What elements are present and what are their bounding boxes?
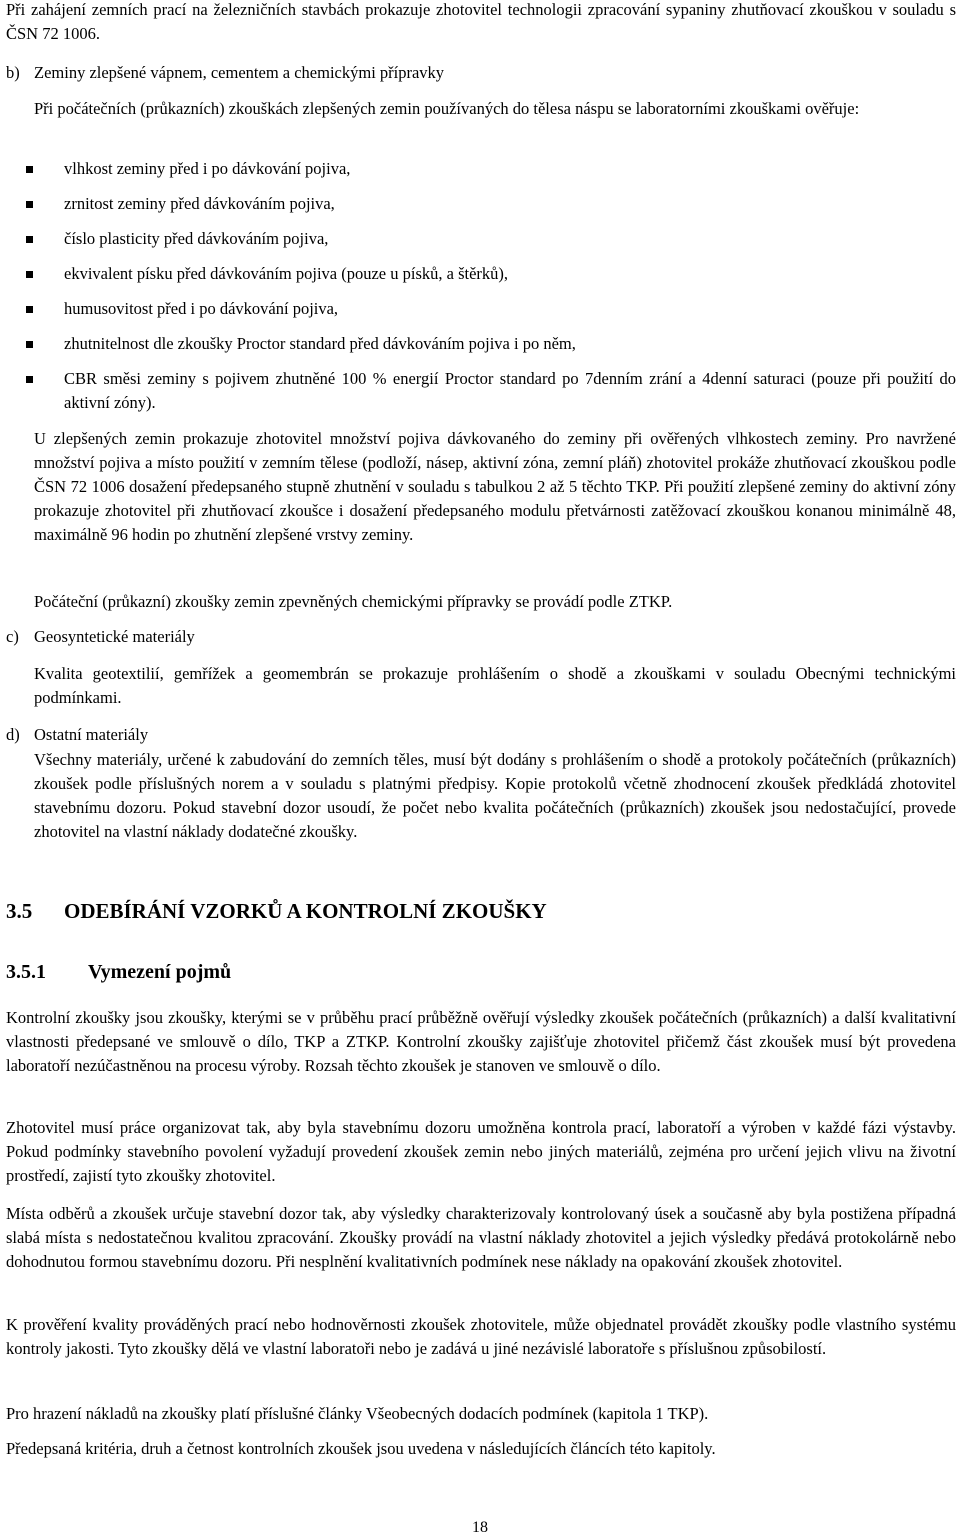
list-item: zhutnitelnost dle zkoušky Proctor standard před dávkováním pojiva i po něm, xyxy=(26,332,576,356)
list-item: číslo plasticity před dávkováním pojiva, xyxy=(26,227,328,251)
section-b-note: Počáteční (průkazní) zkoušky zemin zpevněných chemickými přípravky se provádí podle ZTKP. xyxy=(34,592,673,611)
section-c-paragraph: Kvalita geotextilií, gemřížek a geomembrán se prokazuje prohlášením o shodě a zkouškami v souladu Obecnými technickými podmínkami. xyxy=(34,664,956,707)
paragraph-control-tests: Kontrolní zkoušky jsou zkoušky, kterými se v průběhu prací průběžně ověřují výsledky zkoušek počátečních (průkazních) a další kvalitativní vlastnosti předepsané ve smlouvě o dílo, TKP a ZTKP. Kontrolní zkoušky zajišťuje zhotovitel přičemž část zkoušek musí být provedena laboratoří nezúčastněnou na procesu výroby. Rozsah těchto zkoušek je stanoven ve smlouvě o dílo. xyxy=(6,1008,956,1075)
heading-number: 3.5.1 xyxy=(6,961,46,983)
paragraph-organization: Zhotovitel musí práce organizovat tak, aby byla stavebnímu dozoru umožněna kontrola prací, laboratoří a výroben v každé fázi výstavby. Pokud podmínky stavebního povolení vyžadují provedení zkoušek zemin nebo jiných materiálů, zejména pro určení jejich vlivu na životní prostředí, zajistí tyto zkoušky zhotovitel. xyxy=(6,1118,956,1185)
section-b-paragraph: U zlepšených zemin prokazuje zhotovitel množství pojiva dávkovaného do zeminy při ověřených vlhkostech zeminy. Pro navržené množství pojiva a místo použití v zemním tělese (podloží, násep, aktivní zóna, zemní pláň) zhotovitel prokáže zhutňovací zkouškou podle ČSN 72 1006 dosažení předepsaného stupně zhutnění v souladu s tabulkou 2 až 5 těchto TKP. Při použití zlepšené zeminy do aktivní zóny prokazuje zhotovitel při zhutňovací zkoušce i dosažení předepsaného modulu přetvárnosti zatěžovací zkouškou konanou minimálně 48, maximálně 96 hodin po zhutnění zlepšené vrstvy zeminy. xyxy=(34,429,956,544)
section-d-paragraph: Všechny materiály, určené k zabudování do zemních těles, musí být dodány s prohlášením o shodě a protokoly počátečních (průkazních) zkoušek podle příslušných norem a v souladu s platnými předpisy. Kopie protokolů včetně zhodnocení zkoušek předkládá zhotovitel stavebnímu dozoru. Pokud stavební dozor usoudí, že počet nebo kvalita počátečních (průkazních) zkoušek jsou nedostačující, provede zhotovitel na vlastní náklady dodatečné zkoušky. xyxy=(34,750,956,841)
heading-title: ODEBÍRÁNÍ VZORKŮ A KONTROLNÍ ZKOUŠKY xyxy=(64,899,547,923)
bullet-marker xyxy=(26,201,33,208)
heading-number: 3.5 xyxy=(6,899,33,923)
list-item: vlhkost zeminy před i po dávkování pojiva, xyxy=(26,157,350,181)
paragraph-criteria: Předepsaná kritéria, druh a četnost kontrolních zkoušek jsou uvedena v následujících článcích této kapitoly. xyxy=(6,1439,716,1458)
intro-paragraph: Při zahájení zemních prací na železničních stavbách prokazuje zhotovitel technologii zpracování sypaniny zhutňovací zkouškou v souladu s ČSN 72 1006. xyxy=(6,0,956,43)
list-item: CBR směsi zeminy s pojivem zhutněné 100 % energií Proctor standard po 7denním zrání a 4denní saturaci (pouze při použití do aktivní zóny). xyxy=(26,367,956,415)
bullet-marker xyxy=(26,376,33,383)
list-item: humusovitost před i po dávkování pojiva, xyxy=(26,297,338,321)
paragraph-quality-check: K prověření kvality prováděných prací nebo hodnověrnosti zkoušek zhotovitele, může objednatel provádět zkoušky podle vlastního systému kontroly jakosti. Tyto zkoušky dělá ve vlastní laboratoři nebo je zadává u jiné nezávislé laboratoře s příslušnou způsobilostí. xyxy=(6,1315,956,1358)
list-item: ekvivalent písku před dávkováním pojiva (pouze u písků, a štěrků), xyxy=(26,262,508,286)
heading-3-5 xyxy=(6,897,547,925)
section-b-title: Zeminy zlepšené vápnem, cementem a chemickými přípravky xyxy=(34,63,445,82)
section-b-label: b) xyxy=(6,63,20,82)
heading-title: Vymezení pojmů xyxy=(88,961,232,983)
paragraph-costs: Pro hrazení nákladů na zkoušky platí příslušné články Všeobecných dodacích podmínek (kapitola 1 TKP). xyxy=(6,1404,709,1423)
section-c-title: Geosyntetické materiály xyxy=(34,627,195,646)
bullet-marker xyxy=(26,341,33,348)
list-item: zrnitost zeminy před dávkováním pojiva, xyxy=(26,192,335,216)
heading-3-5-1 xyxy=(6,958,231,986)
section-b-intro: Při počátečních (průkazních) zkouškách zlepšených zemin používaných do tělesa náspu se laboratorními zkouškami ověřuje: xyxy=(34,99,860,118)
section-c-label: c) xyxy=(6,627,19,646)
section-d-title: Ostatní materiály xyxy=(34,725,149,744)
bullet-marker xyxy=(26,306,33,313)
bullet-marker xyxy=(26,236,33,243)
paragraph-sampling-sites: Místa odběrů a zkoušek určuje stavební dozor tak, aby výsledky charakterizovaly kontrolovaný úsek a současně aby byla postižena případná slabá místa s nedostatečnou kvalitou zpracování. Zkoušky provádí na vlastní náklady zhotovitel a jejich výsledky předává protokolárně nebo dohodnutou formou stavebnímu dozoru. Při nesplnění kvalitativních podmínek nese náklady na opakování zkoušek zhotovitel. xyxy=(6,1204,956,1271)
page-number: 18 xyxy=(472,1519,488,1536)
bullet-marker xyxy=(26,271,33,278)
bullet-marker xyxy=(26,166,33,173)
section-d-label: d) xyxy=(6,725,20,744)
